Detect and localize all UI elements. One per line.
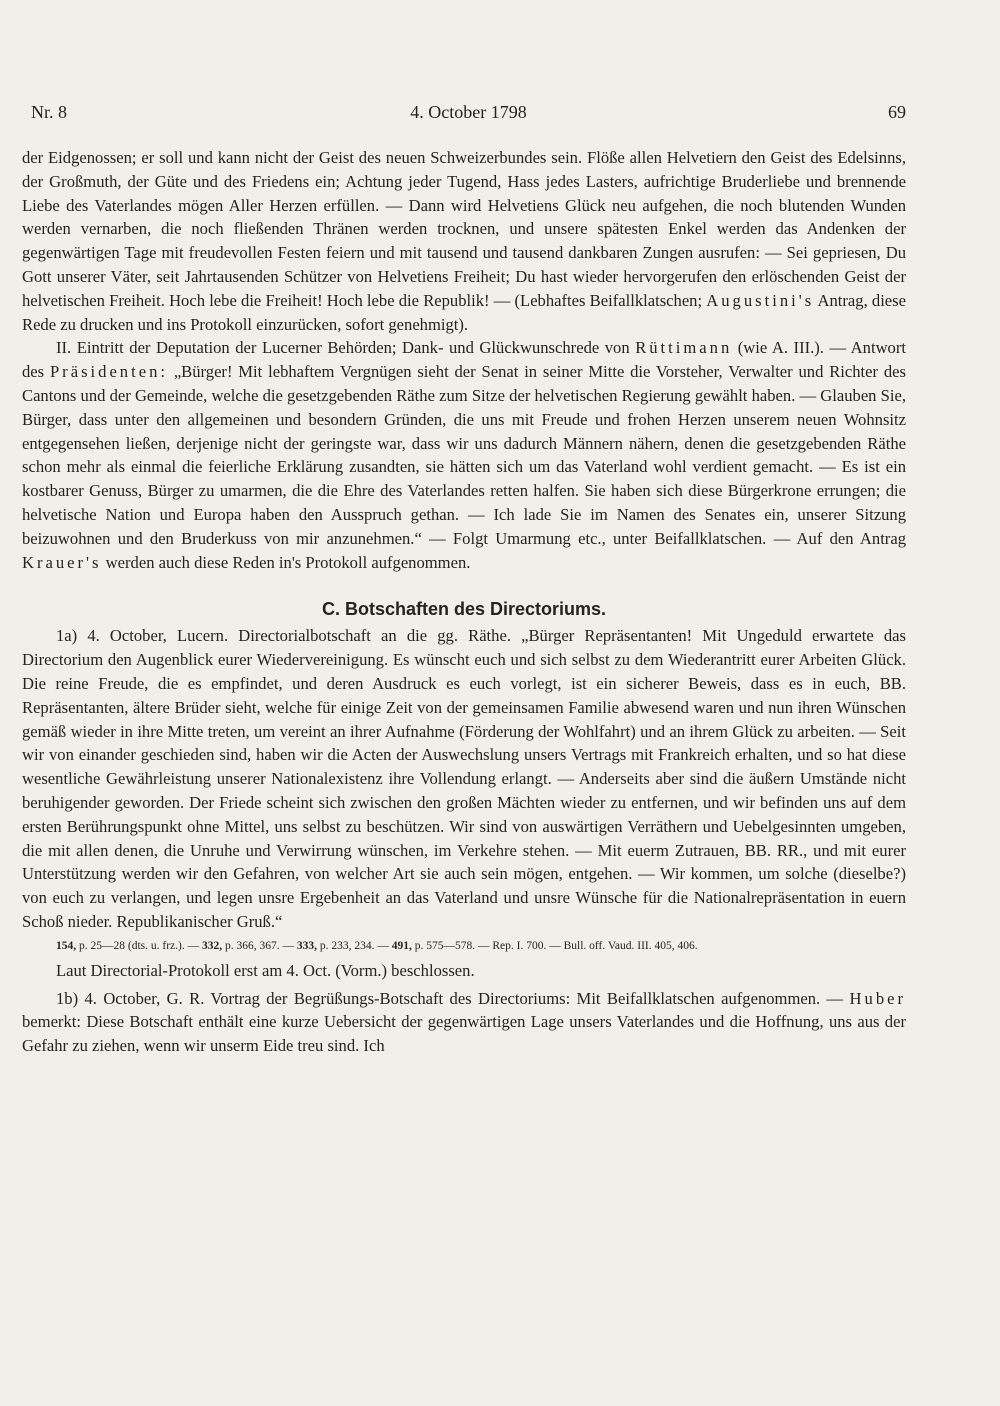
- person-name-ruettimann: Rüttimann: [635, 338, 733, 358]
- speaker-praesident: Präsidenten:: [49, 362, 168, 382]
- person-name-huber: Huber: [849, 988, 907, 1008]
- paragraph-directorial-message: 1a) 4. October, Lucern. Directorialbotschaft an die gg. Räthe. „Bürger Repräsentanten! Mit Ungeduld erwartete das Directorium den Augenblick eurer Wiedervereinigung. Es wünscht euch und sich selbst zu dem Wiederantritt eurer Arbeiten Glück. Die reine Freude, die es empfindet, und deren Ausdruck es euch vorlegt, ist ein sicherer Beweis, dass es in euch, BB. Repräsentanten, ältere Brüder sieht, welche für einige Zeit von der gemeinsamen Familie abwesend waren und nun ihren Wünschen gemäß wieder in ihre Mitte treten, um vereint an ihrer Aufnahme (Förderung der Wohlfahrt) und an ihrem Glück zu arbeiten. — Seit wir von einander geschieden sind, haben wir die Acten der Auswechslung unsers Vertrags mit Frankreich erhalten, und so hat diese wesentliche Gewährleistung unserer Nationalexistenz ihre Vollendung erlangt. — Anderseits aber sind die äußern Umstände nicht beruhigender geworden. Der Friede scheint sich zwischen den großen Mächten wieder zu entfernen, und wir befinden uns auf dem ersten Berührungspunkt ohne Mittel, uns selbst zu beschützen. Wir sind von auswärtigen Verräthern und Uebelgesinnten umgeben, die mit allen denen, die Unruhe und Verwirrung wünschen, im Verkehre stehen. — Mit euerm Zutrauen, BB. RR., und mit eurer Unterstützung werden wir den Gefahren, von welcher Art sie auch sein mögen, entgehen. — Wir kommen, um solche (dieselbe?) von euch zu verlangen, und legen unsre Ergebenheit an das Vaterland und unsre Wünsche für die Nationalrepräsentation in euern Schoß nieder. Republikanischer Gruß.“: [22, 626, 906, 931]
- header-date: 4. October 1798: [410, 102, 527, 122]
- page-number: 69: [888, 102, 906, 122]
- paragraph-grand-council: 1b) 4. October, G. R. Vortrag der Begrüßungs-Botschaft des Directoriums: Mit Beifallklatschen aufgenommen. — Huber bemerkt: Diese Botschaft enthält eine kurze Uebersicht der gegenwärtigen Lage unsers Vaterlandes und die Hoffnung, uns aus der Gefahr zu ziehen, wenn wir unserm Eide treu sind. Ich: [22, 988, 907, 1056]
- running-header: [31, 102, 906, 132]
- person-name-augustini: Augustini's: [706, 290, 815, 310]
- person-name-krauer: Krauer's: [22, 552, 102, 572]
- paragraph-deputation: II. Eintritt der Deputation der Lucerner Behörden; Dank- und Glückwunschrede von Rüttimann (wie A. III.). — Antwort des Präsidenten: „Bürger! Mit lebhaftem Vergnügen sieht der Senat in seiner Mitte die Vorsteher, Verwalter und Richter des Cantons und der Gemeinde, welche die gesetzgebenden Räthe zum Sitze der helvetischen Regierung gewählt haben. — Glauben Sie, Bürger, dass unter den allgemeinen und besondern Gründen, die uns mit Freude und frohen Herzen unserem neuen Wohnsitz entgegensehen ließen, derjenige nicht der geringste war, dass wir uns dadurch Männern nähern, denen die gesetzgebenden Räthe schon mehr als einmal die feierliche Erklärung zusandten, sie hätten sich um das Vaterland wohl verdient gemacht. — Es ist ein kostbarer Genuss, Bürger zu umarmen, die die Ehre des Vaterlandes retten halfen. Sie haben sich diese Bürgerkrone errungen; die helvetische Nation und Europa haben den Ausspruch gethan. — Ich lade Sie im Namen des Senates ein, unserer Sitzung beizuwohnen und den Bruderkuss von mir anzunehmen.“ — Folgt Umarmung etc., unter Beifallklatschen. — Auf den Antrag Krauer's werden auch diese Reden in's Protokoll aufgenommen.: [22, 338, 906, 572]
- paragraph-continuation: der Eidgenossen; er soll und kann nicht der Geist des neuen Schweizerbundes sein. Flöße allen Helvetiern den Geist des Edelsinns, der Großmuth, der Güte und des Friedens ein; Achtung jeder Tugend, Hass jedes Lasters, aufrichtige Bruderliebe und brennende Liebe des Vaterlandes mögen Aller Herzen erfüllen. — Dann wird Helvetiens Glück neu aufgehen, die noch blutenden Wunden werden vernarben, die noch fließenden Thränen werden trocknen, und unsere spätesten Enkel werden das Andenken der gegenwärtigen Tage mit freudevollen Festen feiern und mit tausend und tausend dankbaren Zungen ausrufen: — Sei gepriesen, Du Gott unserer Väter, seit Jahrtausenden Schützer von Helvetiens Freiheit; Du hast wieder hervorgerufen den erlöschenden Geist der helvetischen Freiheit. Hoch lebe die Freiheit! Hoch lebe die Republik! — (Lebhaftes Beifallklatschen; Augustini's Antrag, diese Rede zu drucken und ins Protokoll einzurücken, sofort genehmigt).: [22, 148, 906, 334]
- issue-number: Nr. 8: [31, 102, 67, 122]
- section-heading: C. Botschaften des Directoriums.: [321, 599, 607, 620]
- paragraph-protocol-note: Laut Directorial-Protokoll erst am 4. Oct. (Vorm.) beschlossen.: [56, 960, 475, 980]
- page-body: [22, 146, 906, 1058]
- source-footnote: 154, p. 25—28 (dts. u. frz.). — 332, p. 366, 367. — 333, p. 233, 234. — 491, p. 575—578. — Rep. I. 700. — Bull. off. Vaud. III. 405, 406.: [56, 939, 698, 952]
